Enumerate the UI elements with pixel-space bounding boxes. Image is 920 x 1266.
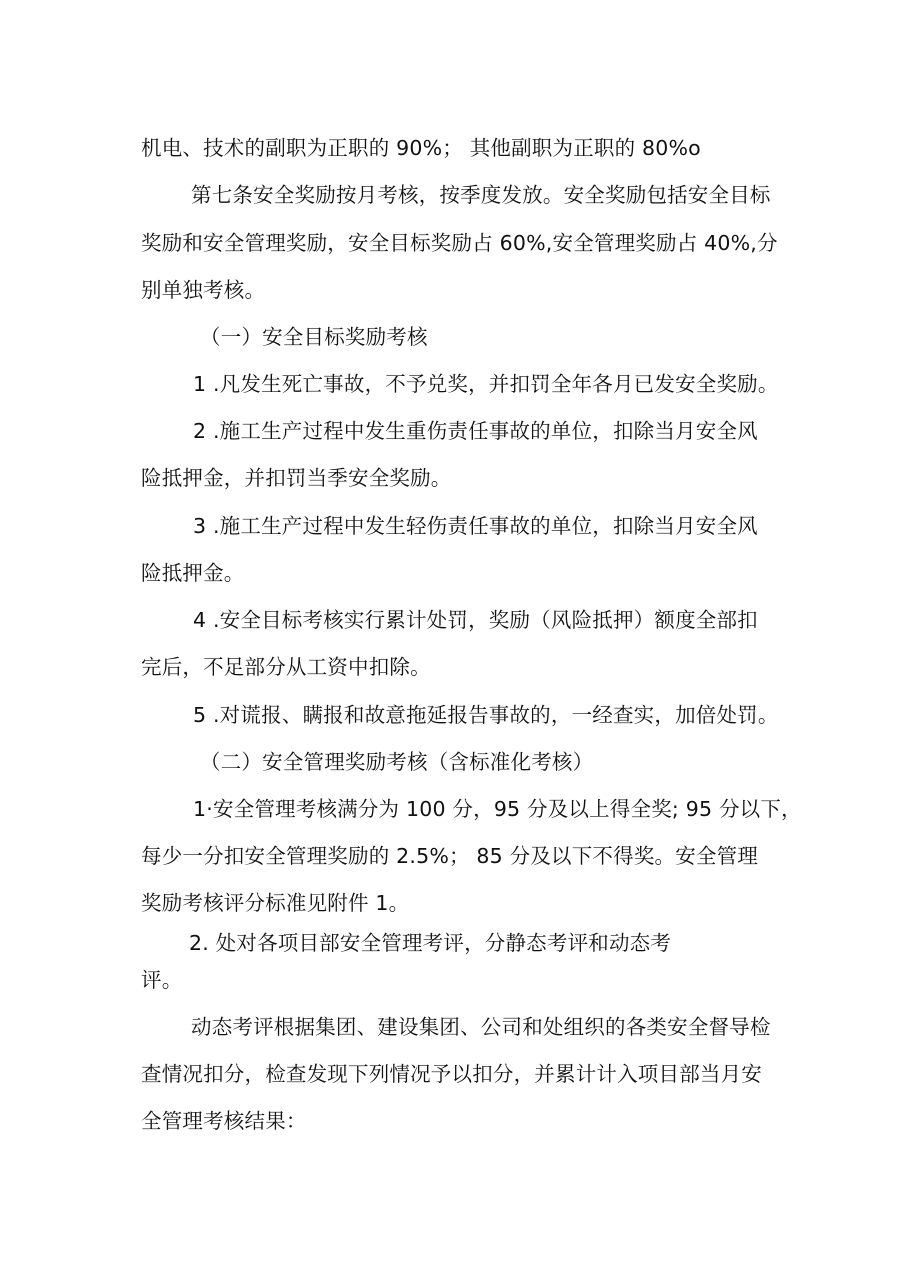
- paragraph-line: 奖励和安全管理奖励，安全目标奖励占 60%,安全管理奖励占 40%,分: [141, 231, 778, 255]
- section-heading-two: （二）安全管理奖励考核（含标准化考核）: [200, 750, 594, 774]
- paragraph-line: 评。: [141, 968, 183, 992]
- list-item-4: 4 .安全目标考核实行累计处罚，奖励（风险抵押）额度全部扣: [193, 608, 758, 632]
- paragraph-line: 每少一分扣安全管理奖励的 2.5%； 85 分及以下不得奖。安全管理: [141, 844, 759, 868]
- section-heading-one: （一）安全目标奖励考核: [200, 325, 428, 349]
- paragraph-line: 查情况扣分，检查发现下列情况予以扣分，并累计计入项目部当月安: [141, 1062, 762, 1086]
- paragraph-line: 动态考评根据集团、建设集团、公司和处组织的各类安全督导检: [191, 1015, 771, 1039]
- paragraph-line: 奖励考核评分标准见附件 1。: [141, 891, 410, 915]
- list-item-1: 1 .凡发生死亡事故，不予兑奖，并扣罚全年各月已发安全奖励。: [193, 372, 779, 396]
- list-item-3: 3 .施工生产过程中发生轻伤责任事故的单位，扣除当月安全风: [193, 514, 758, 538]
- paragraph-line: 全管理考核结果：: [141, 1109, 307, 1133]
- article-seven-line: 第七条安全奖励按月考核，按季度发放。安全奖励包括安全目标: [191, 183, 771, 207]
- paragraph-line: 机电、技术的副职为正职的 90%； 其他副职为正职的 80%o: [141, 136, 701, 160]
- paragraph-line: 险抵押金。: [141, 561, 245, 585]
- paragraph-line: 别单独考核。: [141, 278, 266, 302]
- list-item-2: 2 .施工生产过程中发生重伤责任事故的单位，扣除当月安全风: [193, 419, 758, 443]
- paragraph-line: 完后，不足部分从工资中扣除。: [141, 655, 431, 679]
- list-item-2b: 2. 处对各项目部安全管理考评，分静态考评和动态考: [189, 931, 672, 955]
- list-item-5: 5 .对谎报、瞒报和故意拖延报告事故的，一经查实，加倍处罚。: [193, 703, 779, 727]
- list-item-1b: 1·安全管理考核满分为 100 分，95 分及以上得全奖; 95 分以下，: [193, 797, 802, 821]
- paragraph-line: 险抵押金，并扣罚当季安全奖励。: [141, 466, 452, 490]
